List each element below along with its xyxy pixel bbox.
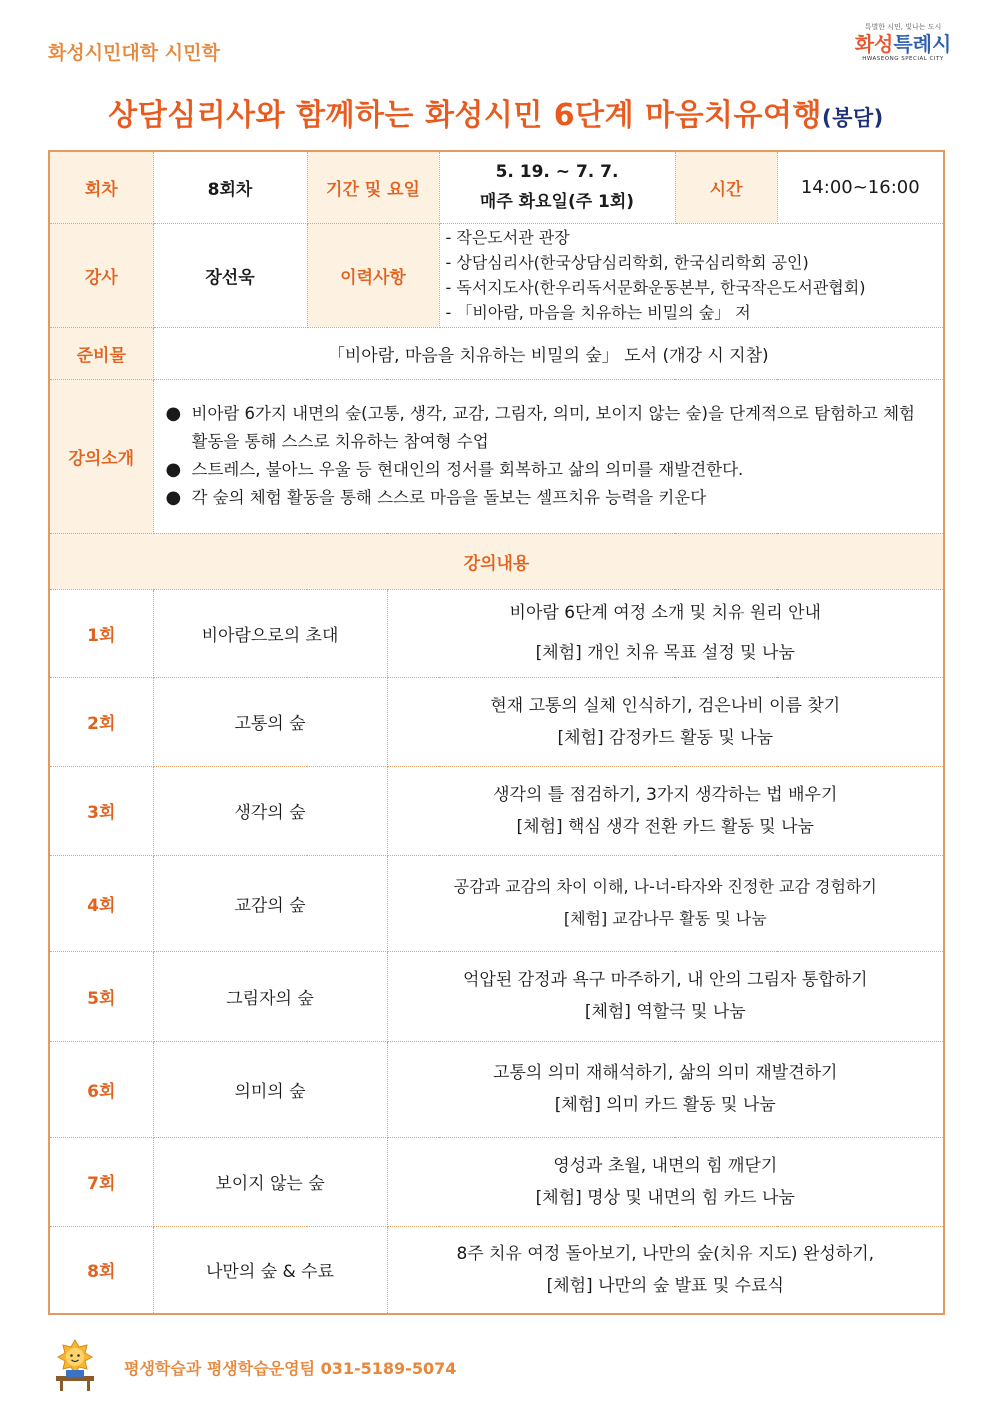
session-description bbox=[387, 677, 944, 766]
session-topic: 생각의 숲 bbox=[153, 766, 387, 855]
session-number: 3회 bbox=[49, 766, 153, 855]
logo-name bbox=[848, 32, 958, 56]
content-label: 강의내용 bbox=[49, 533, 944, 589]
session-topic: 의미의 숲 bbox=[153, 1041, 387, 1137]
session-number: 4회 bbox=[49, 855, 153, 951]
session-line: 영성과 초월, 내면의 힘 깨닫기 bbox=[553, 1155, 778, 1176]
session-topic: 비아람으로의 초대 bbox=[153, 589, 387, 677]
period-label: 기간 및 요일 bbox=[307, 151, 439, 223]
logo-slogan: 특별한 시민, 빛나는 도시 bbox=[864, 23, 942, 31]
mascot-icon bbox=[52, 1336, 98, 1392]
period-days: 매주 화요일(주 1회) bbox=[479, 192, 635, 213]
session-line: 억압된 감정과 욕구 마주하기, 내 안의 그림자 통합하기 bbox=[463, 970, 868, 990]
session-activity: [체험] 교감나무 활동 및 나눔 bbox=[563, 909, 767, 928]
logo-english: HWASEONG SPECIAL CITY bbox=[862, 56, 944, 62]
session-description bbox=[387, 589, 944, 677]
title-suffix: (봉담) bbox=[821, 106, 884, 130]
session-number: 7회 bbox=[49, 1137, 153, 1226]
session-line: 고통의 의미 재해석하기, 삶의 의미 재발견하기 bbox=[493, 1063, 838, 1083]
info-row-intro bbox=[49, 379, 944, 533]
career-item: - 독서지도사(한우리독서문화운동본부, 한국작은도서관협회) bbox=[445, 278, 866, 297]
session-row bbox=[49, 1226, 944, 1314]
info-row-session bbox=[49, 151, 944, 223]
intro-label: 강의소개 bbox=[49, 379, 153, 533]
session-activity: [체험] 의미 카드 활동 및 나눔 bbox=[554, 1095, 776, 1115]
session-line: 8주 치유 여정 돌아보기, 나만의 숲(치유 지도) 완성하기, bbox=[456, 1243, 875, 1264]
session-line: 공감과 교감의 차이 이해, 나-너-타자와 진정한 교감 경험하기 bbox=[453, 877, 877, 896]
session-topic: 그림자의 숲 bbox=[153, 951, 387, 1041]
session-topic: 고통의 숲 bbox=[153, 677, 387, 766]
intro-text: 각 숲의 체험 활동을 통해 스스로 마음을 돌보는 셀프치유 능력을 키운다 bbox=[191, 488, 707, 507]
info-row-materials bbox=[49, 327, 944, 379]
career-label: 이력사항 bbox=[307, 223, 439, 327]
period-dates: 5. 19. ~ 7. 7. bbox=[495, 162, 619, 183]
intro-item bbox=[166, 484, 932, 512]
bullet-icon: ● bbox=[165, 403, 182, 424]
session-description bbox=[387, 951, 944, 1041]
city-logo bbox=[848, 22, 958, 72]
time-label: 시간 bbox=[675, 151, 777, 223]
course-table bbox=[48, 150, 945, 1315]
session-row bbox=[49, 677, 944, 766]
session-row bbox=[49, 951, 944, 1041]
career-item: - 작은도서관 관장 bbox=[445, 228, 570, 247]
page-title bbox=[0, 90, 992, 134]
session-activity: [체험] 나만의 숲 발표 및 수료식 bbox=[546, 1275, 784, 1296]
career-item: - 「비아람, 마음을 치유하는 비밀의 숲」 저 bbox=[445, 303, 751, 322]
session-description bbox=[387, 766, 944, 855]
session-line: 비아람 6단계 여정 소개 및 치유 원리 안내 bbox=[509, 603, 821, 623]
session-activity: [체험] 감정카드 활동 및 나눔 bbox=[557, 727, 774, 748]
session-number: 5회 bbox=[49, 951, 153, 1041]
session-topic: 보이지 않는 숲 bbox=[153, 1137, 387, 1226]
content-header-row bbox=[49, 533, 944, 589]
session-row bbox=[49, 766, 944, 855]
session-description bbox=[387, 1041, 944, 1137]
logo-name-part1: 화성 bbox=[854, 32, 894, 56]
intro-item bbox=[166, 400, 932, 456]
session-topic: 교감의 숲 bbox=[153, 855, 387, 951]
instructor-name: 장선욱 bbox=[153, 223, 307, 327]
bullet-icon: ● bbox=[165, 459, 182, 480]
session-row bbox=[49, 1137, 944, 1226]
session-activity: [체험] 핵심 생각 전환 카드 활동 및 나눔 bbox=[516, 816, 814, 837]
career-list bbox=[439, 223, 944, 327]
session-value: 8회차 bbox=[153, 151, 307, 223]
info-row-instructor bbox=[49, 223, 944, 327]
intro-text: 스트레스, 불아느 우울 등 현대인의 정서를 회복하고 삶의 의미를 재발견한다. bbox=[191, 460, 744, 479]
career-item: - 상담심리사(한국상담심리학회, 한국심리학회 공인) bbox=[445, 253, 809, 272]
session-line: 현재 고통의 실체 인식하기, 검은나비 이름 찾기 bbox=[490, 695, 841, 716]
period-value bbox=[439, 151, 675, 223]
logo-name-part2: 특례시 bbox=[893, 32, 952, 56]
session-label: 회차 bbox=[49, 151, 153, 223]
title-main: 상담심리사와 함께하는 화성시민 6단계 마음치유여행 bbox=[108, 98, 822, 133]
session-activity: [체험] 명상 및 내면의 힘 카드 나눔 bbox=[535, 1187, 795, 1208]
session-activity: [체험] 역할극 및 나눔 bbox=[584, 1002, 746, 1022]
bullet-icon: ● bbox=[165, 487, 182, 508]
session-row bbox=[49, 1041, 944, 1137]
session-description bbox=[387, 1226, 944, 1314]
footer bbox=[52, 1336, 552, 1392]
intro-item bbox=[166, 456, 932, 484]
intro-text: 비아람 6가지 내면의 숲(고통, 생각, 교감, 그림자, 의미, 보이지 않는 숲)을 단계적으로 탐험하고 체험 활동을 통해 스스로 치유하는 참여형 수업 bbox=[191, 404, 915, 451]
session-number: 6회 bbox=[49, 1041, 153, 1137]
session-number: 1회 bbox=[49, 589, 153, 677]
footer-contact: 평생학습과 평생학습운영팀 031-5189-5074 bbox=[124, 1359, 457, 1378]
session-topic: 나만의 숲 & 수료 bbox=[153, 1226, 387, 1314]
time-value: 14:00~16:00 bbox=[777, 151, 944, 223]
instructor-label: 강사 bbox=[49, 223, 153, 327]
materials-value: 「비아람, 마음을 치유하는 비밀의 숲」 도서 (개강 시 지참) bbox=[153, 327, 944, 379]
session-number: 2회 bbox=[49, 677, 153, 766]
session-activity: [체험] 개인 치유 목표 설정 및 나눔 bbox=[535, 643, 795, 663]
session-line: 생각의 틀 점검하기, 3가지 생각하는 법 배우기 bbox=[493, 784, 838, 805]
session-number: 8회 bbox=[49, 1226, 153, 1314]
session-description bbox=[387, 855, 944, 951]
program-label: 화성시민대학 시민학 bbox=[48, 42, 220, 64]
session-row bbox=[49, 855, 944, 951]
intro-list bbox=[153, 379, 944, 533]
session-row bbox=[49, 589, 944, 677]
materials-label: 준비물 bbox=[49, 327, 153, 379]
session-description bbox=[387, 1137, 944, 1226]
